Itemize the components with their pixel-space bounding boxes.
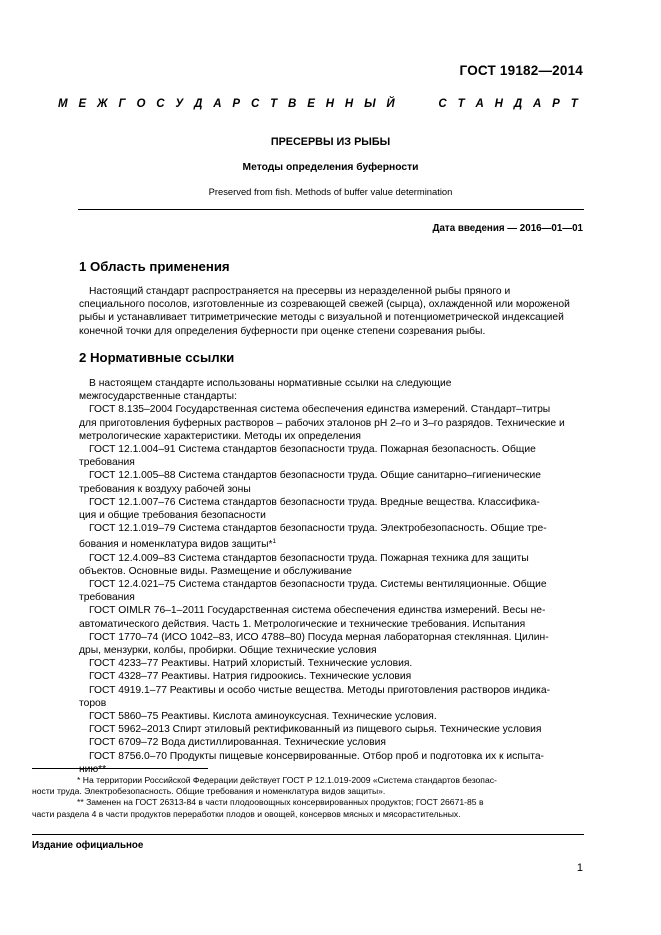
reference-text: ция и общие требования безопасности bbox=[79, 510, 266, 522]
reference-line bbox=[79, 390, 584, 403]
section-2-body bbox=[79, 377, 584, 776]
heading-letter: Е bbox=[307, 98, 315, 110]
heading-letter: Д bbox=[513, 98, 523, 110]
heading-letter: Ж bbox=[96, 98, 108, 110]
reference-line bbox=[79, 483, 584, 496]
footnote-line: * На территории Российской Федерации действует ГОСТ Р 12.1.019-2009 «Система стандартов безопас- bbox=[77, 775, 497, 785]
reference-text: ГОСТ 4233–77 Реактивы. Натрий хлористый. Технические условия. bbox=[89, 658, 413, 670]
footnotes bbox=[32, 775, 584, 820]
reference-line bbox=[79, 403, 584, 416]
heading-letter: С bbox=[438, 98, 447, 110]
heading-letter: Г bbox=[118, 98, 126, 110]
reference-line bbox=[79, 578, 584, 591]
reference-text: ГОСТ 12.1.004–91 Система стандартов безопасности труда. Пожарная безопасность. Общие bbox=[89, 444, 536, 456]
reference-text: ГОСТ 8.135–2004 Государственная система обеспечения единства измерений. Стандарт–титры bbox=[89, 404, 551, 416]
reference-text: требования bbox=[79, 457, 135, 469]
official-edition-label: Издание официальное bbox=[32, 840, 144, 851]
reference-line bbox=[79, 535, 584, 551]
page-number: 1 bbox=[576, 862, 583, 874]
footnote-line: ности труда. Электробезопасность. Общие требования и номенклатура видов защиты». bbox=[32, 786, 386, 797]
reference-line bbox=[79, 697, 584, 710]
document-title: ПРЕСЕРВЫ ИЗ РЫБЫ bbox=[270, 136, 391, 148]
heading-letter: А bbox=[475, 98, 484, 110]
reference-text: ГОСТ 12.4.021–75 Система стандартов безопасности труда. Системы вентиляционные. Общие bbox=[89, 579, 547, 591]
section-1-line: конечной точки для определения буферности при оценке степени созревания рыбы. bbox=[79, 325, 486, 337]
reference-line bbox=[79, 604, 584, 617]
heading-letter: А bbox=[213, 98, 222, 110]
reference-line bbox=[79, 591, 584, 604]
reference-text: торов bbox=[79, 697, 107, 709]
heading-letter: Т bbox=[270, 98, 278, 110]
reference-text: бования и номенклатура видов защиты* bbox=[79, 539, 273, 551]
heading-letter: В bbox=[288, 98, 297, 110]
reference-line bbox=[79, 618, 584, 631]
reference-text: ГОСТ OIMLR 76–1–2011 Государственная система обеспечения единства измерений. Весы не- bbox=[89, 605, 546, 617]
reference-line bbox=[79, 750, 584, 763]
reference-text: ГОСТ 12.1.007–76 Система стандартов безопасности труда. Вредные вещества. Классифика- bbox=[89, 496, 540, 508]
reference-line bbox=[79, 522, 584, 535]
reference-text: ГОСТ 12.1.005–88 Система стандартов безопасности труда. Общие санитарно–гигиенические bbox=[89, 470, 541, 482]
heading-letter: Т bbox=[570, 98, 578, 110]
word-gap bbox=[406, 98, 428, 110]
reference-text: ГОСТ 4328–77 Реактивы. Натрия гидроокись. Технические условия bbox=[89, 671, 412, 683]
reference-line bbox=[79, 509, 584, 522]
reference-text: В настоящем стандарте использованы нормативные ссылки на следующие bbox=[89, 378, 452, 389]
reference-line bbox=[79, 469, 584, 482]
heading-letter: О bbox=[136, 98, 146, 110]
heading-letter: Н bbox=[494, 98, 503, 110]
section-1-line: рыбы и устанавливает титриметрические методы с визуальной и потенциометрической индексацией bbox=[79, 312, 564, 324]
heading-letter: М bbox=[58, 98, 68, 110]
reference-text: дры, мензурки, колбы, пробирки. Общие технические условия bbox=[79, 645, 377, 657]
reference-text: нию** bbox=[79, 763, 107, 775]
heading-letter: Т bbox=[457, 98, 465, 110]
reference-text: ГОСТ 5962–2013 Спирт этиловый ректификованный из пищевого сырья. Технические условия bbox=[89, 724, 542, 736]
reference-line bbox=[79, 496, 584, 509]
reference-line bbox=[79, 710, 584, 723]
reference-line bbox=[79, 736, 584, 749]
reference-text: ГОСТ 12.1.019–79 Система стандартов безопасности труда. Электробезопасность. Общие тре- bbox=[89, 523, 547, 535]
footnote-divider bbox=[32, 768, 208, 769]
reference-line bbox=[79, 565, 584, 578]
reference-text: требования bbox=[79, 592, 135, 604]
section-1-heading: 1 Область применения bbox=[79, 259, 230, 274]
reference-line bbox=[79, 443, 584, 456]
heading-letter: У bbox=[175, 98, 184, 110]
heading-letter: С bbox=[250, 98, 260, 110]
reference-text: для приготовления буферных растворов – рабочих эталонов рН 2–го и 3–го разрядов. Технические и bbox=[79, 417, 565, 429]
title-divider bbox=[78, 209, 584, 210]
document-english-title: Preserved from fish. Methods of buffer value determination bbox=[208, 186, 453, 197]
reference-line bbox=[79, 723, 584, 736]
heading-letter: Н bbox=[344, 98, 354, 110]
reference-text: требования к воздуху рабочей зоны bbox=[79, 483, 251, 495]
section-1-line: Настоящий стандарт распространяется на пресервы из неразделенной рыбы пряного и bbox=[89, 286, 511, 297]
section-2-heading: 2 Нормативные ссылки bbox=[79, 350, 235, 365]
reference-line bbox=[79, 644, 584, 657]
heading-letter: Е bbox=[78, 98, 87, 110]
reference-line bbox=[79, 377, 584, 390]
footnote-line: части раздела 4 в части продуктов переработки плодов и овощей, консервов мясных и мясорастительных. bbox=[32, 808, 461, 819]
footer-divider bbox=[32, 834, 584, 835]
reference-text: ГОСТ 6709–72 Вода дистиллированная. Технические условия bbox=[89, 737, 386, 749]
section-1-line: специального посолов, изготовленные из созревающей свежей (сырца), охлажденной или мороженой bbox=[79, 299, 570, 311]
footnote-line: ** Заменен на ГОСТ 26313-84 в части плодоовощных консервированных продуктов; ГОСТ 26671-85 в bbox=[77, 797, 484, 808]
document-subtitle: Методы определения буферности bbox=[242, 162, 419, 173]
heading-letter: А bbox=[533, 98, 542, 110]
interstate-standard-heading bbox=[58, 98, 578, 110]
reference-text: ГОСТ 12.4.009–83 Система стандартов безопасности труда. Пожарная техника для защиты bbox=[89, 552, 529, 564]
heading-letter: Д bbox=[194, 98, 203, 110]
heading-letter: Й bbox=[386, 98, 395, 110]
heading-letter: Р bbox=[232, 98, 241, 110]
reference-text: автоматического действия. Часть 1. Метрологические и технические требования. Испытания bbox=[79, 618, 526, 630]
heading-letter: С bbox=[156, 98, 165, 110]
heading-letter: Ы bbox=[364, 98, 376, 110]
reference-text: ГОСТ 8756.0–70 Продукты пищевые консервированные. Отбор проб и подготовка их к испыта- bbox=[89, 750, 544, 762]
heading-letter: Р bbox=[552, 98, 560, 110]
reference-line bbox=[79, 430, 584, 443]
reference-text: ГОСТ 5860–75 Реактивы. Кислота аминоуксусная. Технические условия. bbox=[89, 711, 437, 723]
reference-line bbox=[79, 552, 584, 565]
section-1-body bbox=[79, 285, 584, 338]
reference-text: ГОСТ 1770–74 (ИСО 1042–83, ИСО 4788–80) Посуда мерная лабораторная стеклянная. Цилин- bbox=[89, 631, 549, 643]
reference-text: межгосударственные стандарты: bbox=[79, 391, 237, 403]
reference-line bbox=[79, 670, 584, 683]
introduction-date: Дата введения — 2016—01—01 bbox=[432, 223, 583, 234]
heading-letter: Н bbox=[325, 98, 335, 110]
reference-line bbox=[79, 684, 584, 697]
reference-line bbox=[79, 657, 584, 670]
reference-text: объектов. Основные виды. Размещение и обслуживание bbox=[79, 565, 352, 577]
reference-line bbox=[79, 417, 584, 430]
reference-text: метрологические характеристики. Методы их определения bbox=[79, 430, 361, 442]
reference-text: ГОСТ 4919.1–77 Реактивы и особо чистые вещества. Методы приготовления растворов индика- bbox=[89, 684, 551, 696]
reference-line bbox=[79, 631, 584, 644]
reference-line bbox=[79, 456, 584, 469]
footnote-marker: 1 bbox=[272, 538, 277, 546]
standard-number: ГОСТ 19182—2014 bbox=[459, 63, 583, 78]
